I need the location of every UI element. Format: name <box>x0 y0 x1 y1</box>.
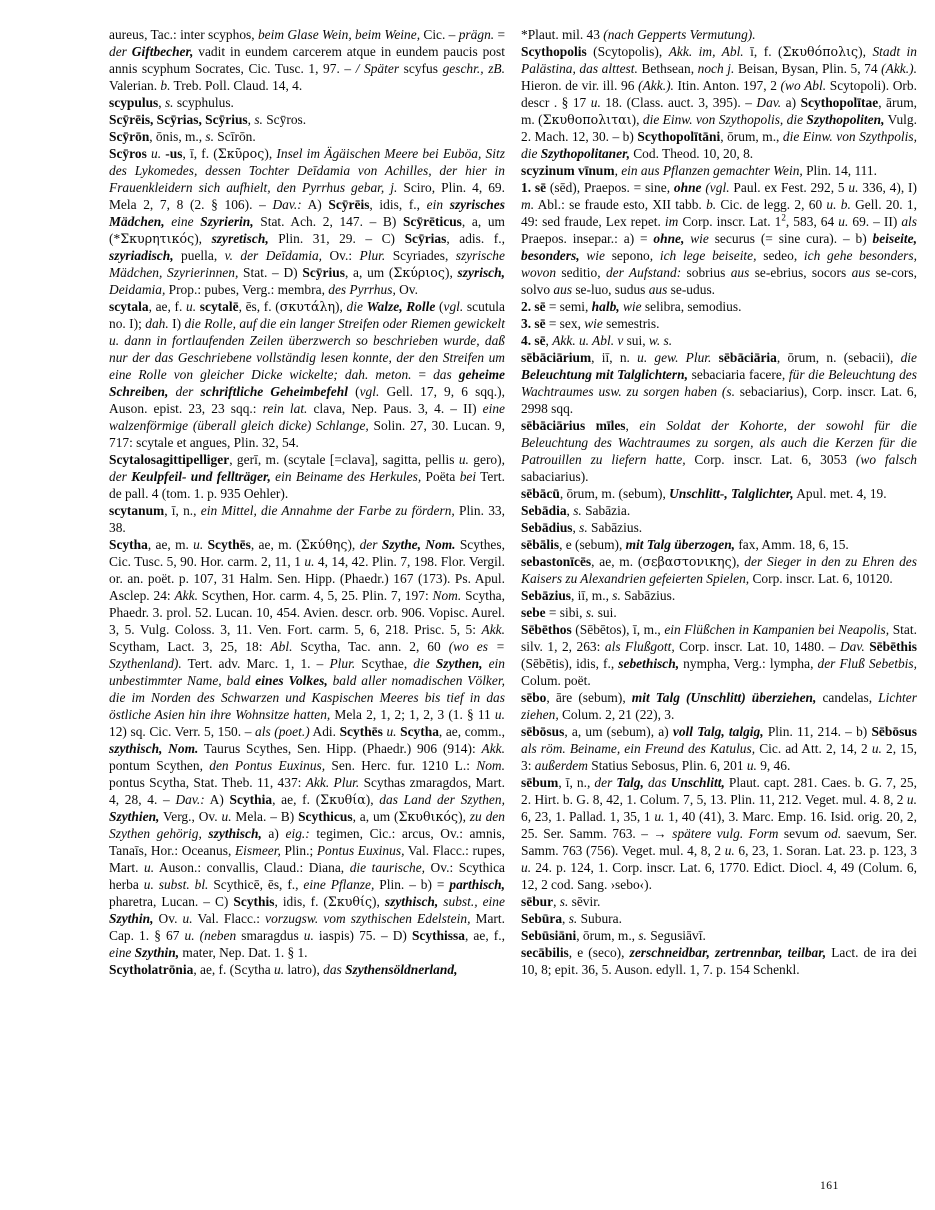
page-columns <box>109 26 918 978</box>
dictionary-entry-sebacii: sēbācū, ōrum, m. (sebum), Unschlitt-, Talglichter, Apul. met. 4, 19. <box>521 486 887 501</box>
dictionary-entry-sebadius: Sebādius, s. Sabāzius. <box>521 520 643 535</box>
dictionary-entry-scytha: Scytha, ae, m. u. Scythēs, ae, m. (Σκύθης), der Szythe, Nom. Scythes, Cic. Tusc. 5, 90. Hor. carm. 2, 11, 1 u. 4, 14, 42. Plin. 7, 198. Flor. Vergil. or. an. poët. p. 107, 31 Halm. Sen. Hipp. (Phaedr.) 167 (173). Ps. Apul. Asclep. 24: Akk. Scythen, Hor. carm. 4, 5, 25. Plin. 7, 197: Nom. Scytha, Phaedr. 3. prol. 52. Lucan. 10, 454. Avien. descr. orb. 906. Vopisc. Aurel. 3, 5. Vulg. Coloss. 3, 11. Ven. Fort. carm. 5, 6, 218. Prisc. 5, 5: Akk. Scytham, Lact. 3, 25, 18: Abl. Scytha, Tac. ann. 2, 60 (wo es = Szythenland). Tert. adv. Marc. 1, 1. – Plur. Scythae, die Szythen, ein unbestimmter Name, bald eines Volkes, bald aller nomadischen Völker, die im Norden des Schwarzen und Kaspischen Meeres bis tief in das östliche Asien hin ihre Wohnsitze hatten, Mela 2, 1, 2; 1, 2, 3 (1. § 11 u. 12) sq. Cic. Verr. 5, 150. – als (poet.) Adi. Scythēs u. Scytha, ae, comm., szythisch, Nom. Taurus Scythes, Sen. Hipp. (Phaedr.) 906 (914): Akk. pontum Scythen, den Pontus Euxinus, Sen. Herc. fur. 1210 L.: Nom. pontus Scytha, Stat. Theb. 11, 437: Akk. Plur. Scythas zmaragdos, Mart. 4, 28, 4. – Dav.: A) Scythia, ae, f. (Σκυθία), das Land der Szythen, Szythien, Verg., Ov. u. Mela. – B) Scythicus, a, um (Σκυθικός), zu den Szythen gehörig, szythisch, a) eig.: tegimen, Cic.: arcus, Ov.: amnis, Tanaīs, Hor.: Oceanus, Eismeer, Plin.; Pontus Euxinus, Val. Flacc.: rupes, Mart. u. Auson.: convallis, Claud.: Diana, die taurische, Ov.: Scythica herba u. subst. bl. Scythicē, ēs, f., eine Pflanze, Plin. – b) = parthisch, pharetra, Lucan. – C) Scythis, idis, f. (Σκυθίς), szythisch, subst., eine Szythin, Ov. u. Val. Flacc.: vorzugsw. vom szythischen Edelstein, Mart. Cap. 1. § 67 u. (neben smaragdus u. iaspis) 75. – D) Scythissa, ae, f., eine Szythin, mater, Nep. Dat. 1. § 1. <box>109 537 506 960</box>
dictionary-entry-scyreis-scyrias-scyrius: Scȳrēis, Scȳrias, Scȳrius, s. Scȳros. <box>109 112 307 127</box>
dictionary-entry-scyros: Scȳros u. -us, ī, f. (Σκῦρος), Insel im Ägäischen Meere bei Euböa, Sitz des Lykomedes, dessen Tochter Deīdamia von Achilles, der hier in Frauenkleidern sich aufhielt, den Pyrrhus gebar, j. Sciro, Plin. 4, 69. Mela 2, 7, 8 (2. § 106). – Dav.: A) Scȳrēis, idis, f., ein szyrisches Mädchen, eine Szyrierin, Stat. Ach. 2, 147. – B) Scȳrēticus, a, um (*Σκυρητικός), szyretisch, Plin. 31, 29. – C) Scȳrias, adis. f., szyriadisch, puella, v. der Deīdamia, Ov.: Plur. Scyriades, szyrische Mädchen, Szyrierinnen, Stat. – D) Scȳrius, a, um (Σκύριος), szyrisch, Deidamia, Prop.: pubes, Verg.: membra, des Pyrrhus, Ov. <box>109 146 506 297</box>
dictionary-entry-se-4: 4. sē, Akk. u. Abl. v sui, w. s. <box>521 333 673 348</box>
dictionary-entry-sebalis: sēbālis, e (sebum), mit Talg überzogen, fax, Amm. 18, 6, 15. <box>521 537 849 552</box>
dictionary-entry-se-1: 1. sē (sēd), Praepos. = sine, ohne (vgl. Paul. ex Fest. 292, 5 u. 336, 4), I) m. Abl.: se fraude esto, XII tabb. b. Cic. de legg. 2, 60 u. b. Gell. 20. 1, 49: sed fraude, Lex repet. im Corp. inscr. Lat. $1^2$, 583, 64 u. 69. – II) als Praepos. insepar.: a) = ohne, wie securus (= sine cura). – b) beiseite, besonders, wie sepono, ich lege beiseite, sedeo, ich gehe besonders, wovon seditio, der Aufstand: sobrius aus se-ebrius, socors aus se-cors, solvo aus se-luo, sudus aus se-udus. <box>521 180 918 297</box>
dictionary-entry-scythopolis: Scythopolis (Scytopolis), Akk. im, Abl. ī, f. (Σκυθόπολις), Stadt in Palästina, das alttest. Bethsean, noch j. Beisan, Bysan, Plin. 5, 74 (Akk.). Hieron. de vir. ill. 96 (Akk.). Itin. Anton. 197, 2 (wo Abl. Scytopoli). Orb. descr . § 17 u. 18. (Class. auct. 3, 395). – Dav. a) Scythopolītae, ārum, m. (Σκυθοπολιται), die Einw. von Szythopolis, die Szythopoliten, Vulg. 2. Mach. 12, 30. – b) Scythopolītāni, ōrum, m., die Einw. von Szythpolis, die Szythopolitaner, Cod. Theod. 10, 20, 8. <box>521 44 917 161</box>
dictionary-entry-scytanum: scytanum, ī, n., ein Mittel, die Annahme der Farbe zu fördern, Plin. 33, 38. <box>109 503 506 535</box>
dictionary-entry-scyzinum-vinum: scyzinum vīnum, ein aus Pflanzen gemachter Wein, Plin. 14, 111. <box>521 163 877 178</box>
dictionary-entry-sebosus: sēbōsus, a, um (sebum), a) voll Talg, talgig, Plin. 11, 214. – b) Sēbōsus als röm. Beiname, ein Freund des Katulus, Cic. ad Att. 2, 14, 2 u. 2, 15, 3: außerdem Statius Sebosus, Plin. 6, 201 u. 9, 46. <box>521 724 917 773</box>
dictionary-entry-se-2: 2. sē = semi, halb, wie selibra, semodius. <box>521 299 742 314</box>
dictionary-entry-sebe: sebe = sibi, s. sui. <box>521 605 617 620</box>
dictionary-entry-sebazius: Sebāzius, iī, m., s. Sabāzius. <box>521 588 676 603</box>
dictionary-entry-sebum: sēbum, ī, n., der Talg, das Unschlitt, Plaut. capt. 281. Caes. b. G. 7, 25, 2. Hirt. b. G. 8, 42, 1. Colum. 7, 5, 13. Plin. 11, 212. Veget. mul. 4. 8, 2 u. 6, 23, 1. Pallad. 1, 35, 1 u. 1, 40 (41), 3. Marc. Emp. 16. Isid. orig. 20, 2, 25. Ser. Samm. 763. – → spätere vulg. Form sevum od. saevum, Ser. Samm. 763 (756). Veget. mul. 4, 8, 2 u. 6, 23, 1. Soran. Lat. 23. p. 123, 3 u. 24. p. 124, 1. Corp. inscr. Lat. 6, 1770. Edict. Diocl. 4, 49 (Colum. 6, 12, 2 cod. Sang. ›sebo‹). <box>521 775 918 892</box>
dictionary-entry-scypulus: scypulus, s. scyphulus. <box>109 95 234 110</box>
dictionary-entry-sebastonices: sebastonīcēs, ae, m. (σεβαστονικης), der Sieger in den zu Ehren des Kaisers zu Alexandrien gefeierten Spielen, Corp. inscr. Lat. 6, 10120. <box>521 554 917 586</box>
dictionary-entry-secabilis: secābilis, e (seco), zerschneidbar, zertrennbar, teilbar, Lact. de ira dei 10, 8; epit. 36, 5. Auson. edyll. 1, 7. p. 154 Schenkl. <box>521 945 918 977</box>
dictionary-entry-scytholatronia-continued: *Plaut. mil. 43 (nach Gepperts Vermutung). <box>521 27 756 42</box>
dictionary-entry-scytala: scytala, ae, f. u. scytalē, ēs, f. (σκυτάλη), die Walze, Rolle (vgl. scutula no. I); dah. I) die Rolle, auf die ein langer Streifen oder Riemen gewickelt u. dann in fortlaufenden Zeilen überzwerch so beschrieben wurde, daß nur der das Geschriebene vollständig lesen konnte, der den Streifen um eine Rolle von gleicher Dicke wickelte; dah. meton. = das geheime Schreiben, der schriftliche Geheimbefehl (vgl. Gell. 17, 9, 6 sqq.), Auson. epist. 23, 23 sqq.: rein lat. clava, Nep. Paus. 3, 4. – II) eine walzenförmige (überall gleich dicke) Schlange, Solin. 27, 30. Lucan. 9, 717: scytale et angues, Plin. 32, 54. <box>109 299 506 450</box>
right-column <box>521 26 917 978</box>
left-column <box>109 26 505 978</box>
dictionary-entry-sebadia: Sebādia, s. Sabāzia. <box>521 503 631 518</box>
dictionary-entry-scyphus-continued: aureus, Tac.: inter scyphos, beim Glase Wein, beim Weine, Cic. – prägn. = der Giftbecher, vadit in eundem carcerem atque in eundem paucis post annis scyphum Socrates, Cic. Tusc. 1, 97. – / Später scyfus geschr., zB. Valerian. b. Treb. Poll. Claud. 14, 4. <box>109 27 506 93</box>
dictionary-entry-sebaciarium: sēbāciārium, iī, n. u. gew. Plur. sēbāciāria, ōrum, n. (sebacii), die Beleuchtung mit Talglichtern, sebaciaria facere, für die Beleuchtung des Wachtraumes usw. zu sorgen haben (s. sebaciarius), Corp. inscr. Lat. 6, 2998 sqq. <box>521 350 917 416</box>
dictionary-entry-sebo: sēbo, āre (sebum), mit Talg (Unschlitt) überziehen, candelas, Lichter ziehen, Colum. 2, 21 (22), 3. <box>521 690 917 722</box>
dictionary-entry-sebur: sēbur, s. sēvir. <box>521 894 601 909</box>
dictionary-entry-scytalosagittipelliger: Scytalosagittipelliger, gerī, m. (scytale [=clava], sagitta, pellis u. gero), der Keulpfeil- und fellträger, ein Beiname des Herkules, Poëta bei Tert. de pall. 4 (tom. 1. p. 935 Oehler). <box>109 452 505 501</box>
page-number: 161 <box>819 1180 839 1192</box>
dictionary-entry-se-3: 3. sē = sex, wie semestris. <box>521 316 660 331</box>
dictionary-entry-scytholatronia: Scytholatrōnia, ae, f. (Scytha u. latro), das Szythensöldnerland, <box>109 962 458 977</box>
dictionary-entry-sebethos: Sēbēthos (Sēbētos), ī, m., ein Flüßchen in Kampanien bei Neapolis, Stat. silv. 1, 2, 263: als Flußgott, Corp. inscr. Lat. 10, 1480. – Dav. Sēbēthis (Sēbētis), idis, f., sebethisch, nympha, Verg.: lympha, der Fluß Sebetbis, Colum. poët. <box>521 622 917 688</box>
dictionary-entry-scyron: Scȳrōn, ōnis, m., s. Scīrōn. <box>109 129 256 144</box>
dictionary-entry-sebaciarius-miles: sēbāciārius mīles, ein Soldat der Kohorte, der sowohl für die Beleuchtung des Wachtraumes zu sorgen, als auch die Kerzen für die Patrouillen zu liefern hatte, Corp. inscr. Lat. 6, 3053 (wo falsch sabaciarius). <box>521 418 917 484</box>
dictionary-entry-sebusiani: Sebūsiāni, ōrum, m., s. Segusiāvī. <box>521 928 706 943</box>
dictionary-entry-sebura: Sebūra, s. Subura. <box>521 911 622 926</box>
